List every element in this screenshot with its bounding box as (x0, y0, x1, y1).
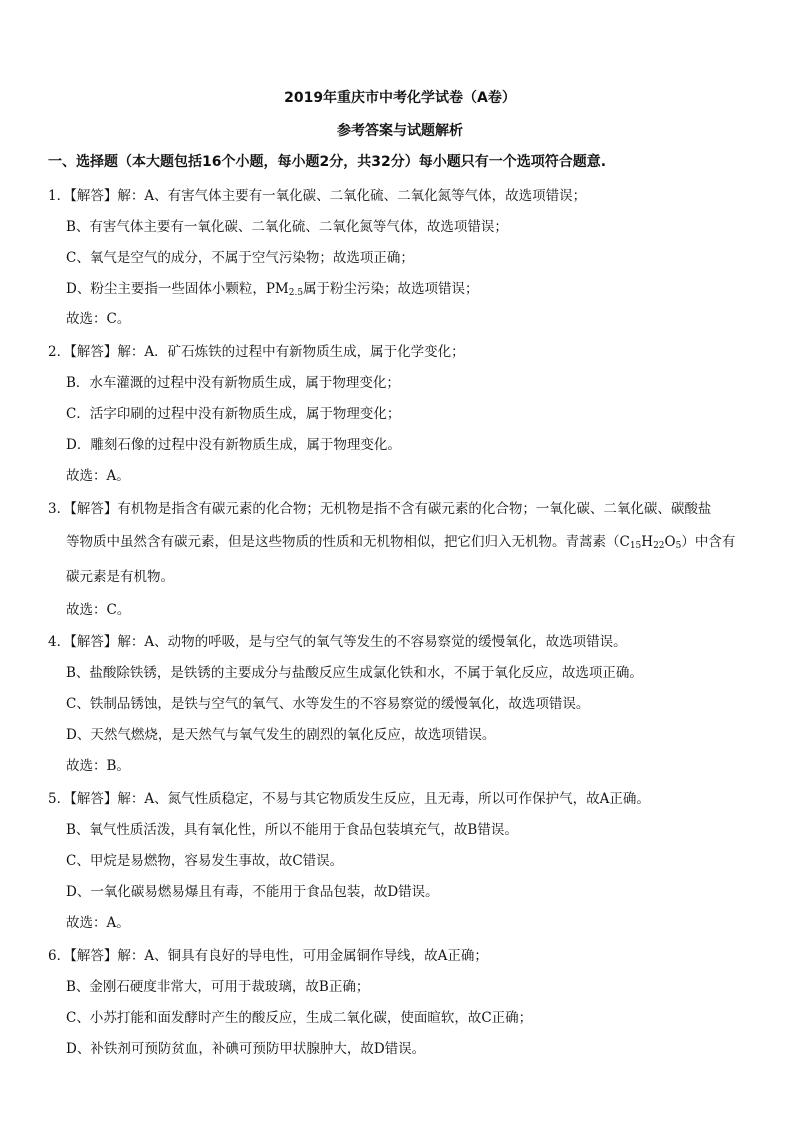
question-number: 4． (48, 634, 71, 650)
text-run: H (641, 534, 654, 550)
option-line: D、天然气燃烧，是天然气与氧气发生的剧烈的氧化反应，故选项错误。 (66, 727, 496, 743)
answer-choice: 故选：A。 (66, 468, 130, 484)
question-6 (48, 944, 488, 964)
text-run: O (664, 534, 676, 550)
option-line: C．活字印刷的过程中没有新物质生成，属于物理变化； (66, 406, 401, 422)
answer-line: 【解答】解：A、有害气体主要有一氧化碳、二氧化硫、二氧化氮等气体，故选项错误； (70, 188, 587, 204)
subscript: 22 (653, 541, 665, 551)
option-line: B、盐酸除铁锈，是铁锈的主要成分与盐酸反应生成氯化铁和水，不属于氧化反应，故选项正确。 (66, 665, 643, 681)
question-5 (48, 787, 650, 807)
option-line: C、氧气是空气的成分，不属于空气污染物；故选项正确； (66, 250, 414, 266)
section-heading: 一、选择题（本大题包括16个小题，每小题2分，共32分）每小题只有一个选项符合题意. (48, 154, 607, 170)
subscript: 5 (675, 541, 682, 551)
text-run: ）中含有 (681, 534, 736, 550)
option-line: D、一氧化碳易燃易爆且有毒，不能用于食品包装，故D错误。 (66, 884, 439, 900)
option-line: B、金刚石硬度非常大，可用于裁玻璃，故B正确； (66, 979, 370, 995)
answer-choice: 故选：C。 (66, 311, 131, 327)
answer-choice: 故选：B。 (66, 758, 130, 774)
option-line: D、补铁剂可预防贫血，补碘可预防甲状腺肿大，故D错误。 (66, 1041, 426, 1057)
text-run: 属于粉尘污染；故选项错误； (303, 281, 479, 297)
answer-line: 【解答】有机物是指含有碳元素的化合物；无机物是指不含有碳元素的化合物；一氧化碳、二氧化碳、碳酸盐 (70, 501, 712, 517)
question-1 (48, 184, 586, 204)
question-3 (48, 497, 711, 517)
question-4 (48, 630, 627, 650)
question-number: 3． (48, 501, 71, 517)
option-line (66, 277, 479, 298)
option-line: B、氧气性质活泼，具有氧化性，所以不能用于食品包装填充气，故B错误。 (66, 822, 518, 838)
option-line: B．水车灌溉的过程中没有新物质生成，属于物理变化； (66, 375, 400, 391)
option-line: C、小苏打能和面发酵时产生的酸反应，生成二氧化碳，使面暄软，故C正确； (66, 1010, 533, 1026)
option-line: D．雕刻石像的过程中没有新物质生成，属于物理变化。 (66, 437, 401, 453)
answer-line (66, 530, 735, 551)
answer-line: 【解答】解：A、氮气性质稳定，不易与其它物质发生反应，且无毒，所以可作保护气，故A正确。 (70, 791, 650, 807)
option-line: B、有害气体主要有一氧化碳、二氧化硫、二氧化氮等气体，故选项错误； (66, 219, 508, 235)
answer-choice: 故选：C。 (66, 602, 131, 618)
document-title: 2019年重庆市中考化学试卷（A卷） (284, 90, 516, 106)
answer-line: 【解答】解：A．矿石炼铁的过程中有新物质生成，属于化学变化； (70, 344, 465, 360)
subscript: 15 (629, 541, 642, 551)
subscript: 2.5 (288, 288, 304, 298)
answer-line: 【解答】解：A、动物的呼吸，是与空气的氧气等发生的不容易察觉的缓慢氧化，故选项错误。 (70, 634, 627, 650)
question-2 (48, 340, 465, 360)
text-run: 等物质中虽然含有碳元素，但是这些物质的性质和无机物相似，把它们归入无机物。青蒿素（C (66, 534, 630, 550)
question-number: 2． (48, 344, 71, 360)
option-line: C、铁制品锈蚀，是铁与空气的氧气、水等发生的不容易察觉的缓慢氧化，故选项错误。 (66, 696, 590, 712)
answer-line: 【解答】解：A、铜具有良好的导电性，可用金属铜作导线，故A正确； (70, 948, 488, 964)
option-line: C、甲烷是易燃物，容易发生事故，故C错误。 (66, 853, 344, 869)
answer-choice: 故选：A。 (66, 915, 130, 931)
answer-line: 碳元素是有机物。 (66, 569, 174, 585)
question-number: 1． (48, 188, 71, 204)
question-number: 5． (48, 791, 71, 807)
question-number: 6． (48, 948, 71, 964)
text-run: D、粉尘主要指一些固体小颗粒，PM (66, 281, 289, 297)
document-subtitle: 参考答案与试题解析 (337, 123, 463, 139)
